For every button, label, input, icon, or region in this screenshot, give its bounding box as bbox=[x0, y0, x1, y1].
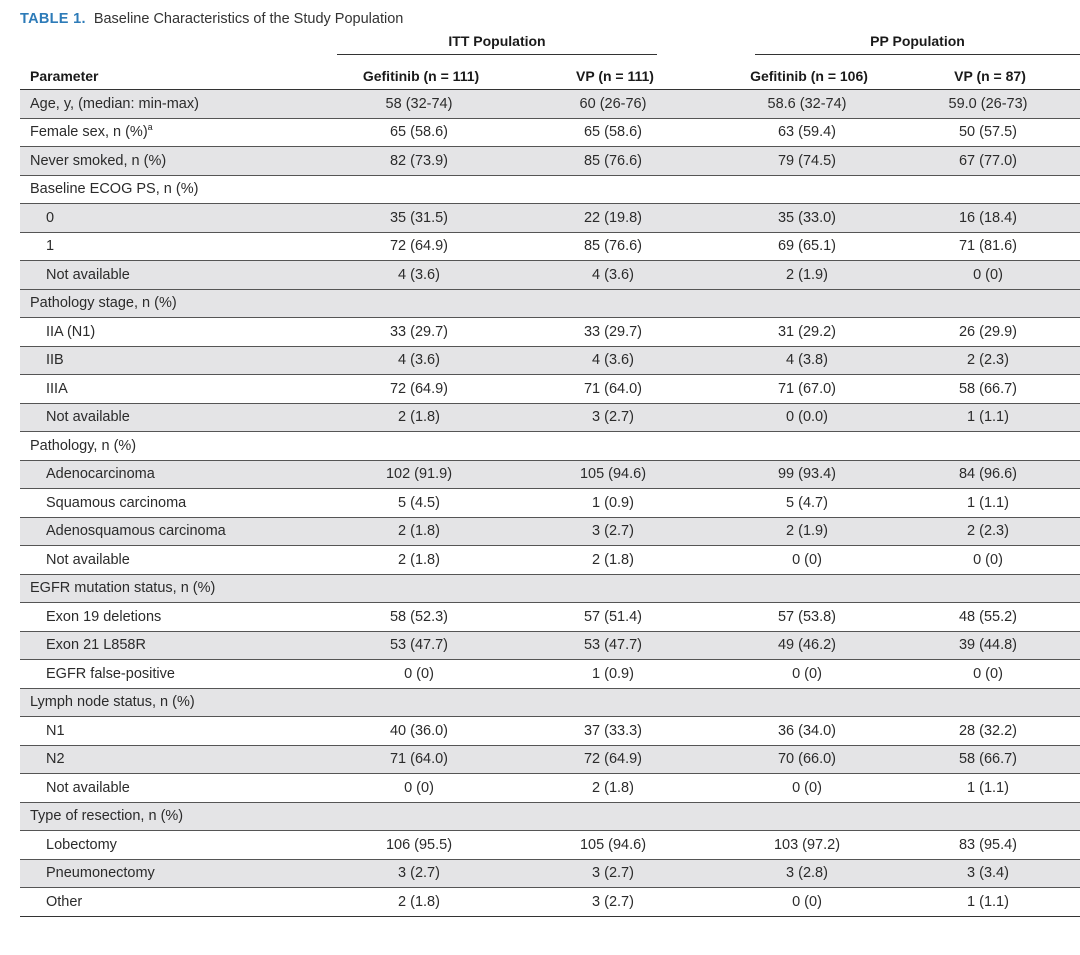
pp-gefitinib-cell: 0 (0) bbox=[718, 888, 896, 917]
pp-vp-cell: 84 (96.6) bbox=[896, 460, 1080, 489]
row-label: Not available bbox=[46, 266, 130, 283]
pp-gefitinib-cell bbox=[718, 688, 896, 717]
row-label-cell bbox=[20, 261, 330, 290]
column-header-row bbox=[20, 62, 1080, 90]
pp-vp-cell: 1 (1.1) bbox=[896, 774, 1080, 803]
table-row bbox=[20, 546, 1080, 575]
itt-vp-cell bbox=[508, 175, 718, 204]
row-label-cell bbox=[20, 888, 330, 917]
itt-gefitinib-cell: 2 (1.8) bbox=[330, 517, 508, 546]
row-label-cell bbox=[20, 118, 330, 147]
itt-vp-cell bbox=[508, 688, 718, 717]
row-label-cell bbox=[20, 717, 330, 746]
baseline-characteristics-table bbox=[20, 62, 1080, 917]
pp-gefitinib-cell: 58.6 (32-74) bbox=[718, 90, 896, 119]
pp-gefitinib-cell: 0 (0) bbox=[718, 774, 896, 803]
row-label-cell bbox=[20, 147, 330, 176]
row-label-cell bbox=[20, 90, 330, 119]
row-label-cell bbox=[20, 774, 330, 803]
itt-gefitinib-cell: 106 (95.5) bbox=[330, 831, 508, 860]
itt-vp-cell: 105 (94.6) bbox=[508, 831, 718, 860]
pp-vp-cell: 16 (18.4) bbox=[896, 204, 1080, 233]
table-row bbox=[20, 831, 1080, 860]
itt-gefitinib-cell: 3 (2.7) bbox=[330, 859, 508, 888]
itt-gefitinib-cell: 102 (91.9) bbox=[330, 460, 508, 489]
row-label-cell bbox=[20, 603, 330, 632]
itt-vp-cell: 1 (0.9) bbox=[508, 660, 718, 689]
pp-vp-cell: 3 (3.4) bbox=[896, 859, 1080, 888]
itt-gefitinib-cell: 0 (0) bbox=[330, 660, 508, 689]
row-label: Other bbox=[46, 893, 83, 910]
itt-group-header: ITT Population bbox=[448, 33, 546, 49]
pp-gefitinib-cell: 0 (0) bbox=[718, 546, 896, 575]
itt-vp-cell: 85 (76.6) bbox=[508, 232, 718, 261]
pp-gefitinib-cell: 2 (1.9) bbox=[718, 261, 896, 290]
table-caption bbox=[20, 8, 403, 30]
row-label-cell bbox=[20, 403, 330, 432]
row-label: IIIA bbox=[46, 380, 68, 397]
itt-gefitinib-cell: 53 (47.7) bbox=[330, 631, 508, 660]
table-row bbox=[20, 631, 1080, 660]
row-label-cell bbox=[20, 660, 330, 689]
row-label: Female sex, n (%) bbox=[30, 124, 148, 141]
itt-group-rule bbox=[337, 54, 657, 55]
row-label: 1 bbox=[46, 238, 55, 255]
itt-gefitinib-cell: 72 (64.9) bbox=[330, 375, 508, 404]
pp-gefitinib-cell: 3 (2.8) bbox=[718, 859, 896, 888]
table-row bbox=[20, 460, 1080, 489]
pp-vp-cell: 58 (66.7) bbox=[896, 745, 1080, 774]
row-label: Adenocarcinoma bbox=[46, 466, 155, 483]
itt-gefitinib-cell: 58 (52.3) bbox=[330, 603, 508, 632]
row-label: Baseline ECOG PS, n (%) bbox=[30, 181, 199, 198]
pp-vp-cell bbox=[896, 688, 1080, 717]
pp-vp-cell: 1 (1.1) bbox=[896, 403, 1080, 432]
row-label: Pneumonectomy bbox=[46, 865, 155, 882]
itt-gefitinib-cell bbox=[330, 175, 508, 204]
itt-gefitinib-cell bbox=[330, 688, 508, 717]
itt-gefitinib-cell: 33 (29.7) bbox=[330, 318, 508, 347]
table-row bbox=[20, 432, 1080, 461]
row-label: N2 bbox=[46, 751, 65, 768]
table-number: TABLE 1. bbox=[20, 11, 86, 27]
itt-vp-cell bbox=[508, 432, 718, 461]
row-label: N1 bbox=[46, 722, 65, 739]
pp-gefitinib-cell: 71 (67.0) bbox=[718, 375, 896, 404]
row-label-cell bbox=[20, 204, 330, 233]
row-label: Adenosquamous carcinoma bbox=[46, 523, 226, 540]
row-label: Lymph node status, n (%) bbox=[30, 694, 195, 711]
row-label-cell bbox=[20, 232, 330, 261]
table-row bbox=[20, 232, 1080, 261]
itt-vp-cell: 3 (2.7) bbox=[508, 888, 718, 917]
row-label: 0 bbox=[46, 209, 55, 226]
pp-vp-cell: 0 (0) bbox=[896, 261, 1080, 290]
table-row bbox=[20, 147, 1080, 176]
row-label-cell bbox=[20, 631, 330, 660]
pp-gefitinib-cell: 36 (34.0) bbox=[718, 717, 896, 746]
row-label-cell bbox=[20, 346, 330, 375]
row-label-cell bbox=[20, 745, 330, 774]
itt-gefitinib-cell: 4 (3.6) bbox=[330, 346, 508, 375]
table-row bbox=[20, 888, 1080, 917]
pp-gefitinib-cell bbox=[718, 175, 896, 204]
itt-vp-cell: 4 (3.6) bbox=[508, 346, 718, 375]
itt-gefitinib-cell: 2 (1.8) bbox=[330, 546, 508, 575]
pp-gefitinib-cell: 0 (0.0) bbox=[718, 403, 896, 432]
row-label-cell bbox=[20, 831, 330, 860]
row-label: Not available bbox=[46, 409, 130, 426]
itt-vp-cell: 85 (76.6) bbox=[508, 147, 718, 176]
table-row bbox=[20, 261, 1080, 290]
itt-gefitinib-cell bbox=[330, 802, 508, 831]
itt-vp-cell bbox=[508, 574, 718, 603]
table-row bbox=[20, 175, 1080, 204]
pp-vp-cell: 26 (29.9) bbox=[896, 318, 1080, 347]
pp-vp-cell: 2 (2.3) bbox=[896, 346, 1080, 375]
row-label-cell bbox=[20, 688, 330, 717]
itt-vp-cell: 33 (29.7) bbox=[508, 318, 718, 347]
itt-vp-cell: 37 (33.3) bbox=[508, 717, 718, 746]
row-label: Not available bbox=[46, 551, 130, 568]
row-label: Exon 21 L858R bbox=[46, 637, 146, 654]
itt-vp-cell: 3 (2.7) bbox=[508, 859, 718, 888]
pp-gefitinib-cell: 0 (0) bbox=[718, 660, 896, 689]
pp-gefitinib-cell bbox=[718, 802, 896, 831]
row-label-cell bbox=[20, 546, 330, 575]
row-label-cell bbox=[20, 574, 330, 603]
itt-gefitinib-cell: 72 (64.9) bbox=[330, 232, 508, 261]
row-label-cell bbox=[20, 175, 330, 204]
pp-gefitinib-cell bbox=[718, 574, 896, 603]
pp-group-rule bbox=[755, 54, 1080, 55]
pp-vp-cell: 67 (77.0) bbox=[896, 147, 1080, 176]
itt-gefitinib-cell: 40 (36.0) bbox=[330, 717, 508, 746]
itt-vp-cell: 57 (51.4) bbox=[508, 603, 718, 632]
pp-vp-cell bbox=[896, 432, 1080, 461]
row-label-cell bbox=[20, 460, 330, 489]
pp-gefitinib-cell: 2 (1.9) bbox=[718, 517, 896, 546]
table-row bbox=[20, 574, 1080, 603]
row-label: Age, y, (median: min-max) bbox=[30, 95, 199, 112]
pp-gefitinib-cell: 99 (93.4) bbox=[718, 460, 896, 489]
row-label: Pathology stage, n (%) bbox=[30, 295, 177, 312]
pp-vp-cell: 1 (1.1) bbox=[896, 888, 1080, 917]
row-label: Never smoked, n (%) bbox=[30, 152, 167, 169]
pp-gefitinib-cell: 70 (66.0) bbox=[718, 745, 896, 774]
itt-vp-cell: 72 (64.9) bbox=[508, 745, 718, 774]
row-label-cell bbox=[20, 289, 330, 318]
column-header-pp-vp: VP (n = 87) bbox=[896, 62, 1080, 90]
footnote-marker: a bbox=[147, 122, 153, 133]
itt-gefitinib-cell: 65 (58.6) bbox=[330, 118, 508, 147]
table-row bbox=[20, 204, 1080, 233]
row-label: Exon 19 deletions bbox=[46, 608, 162, 625]
row-label: Lobectomy bbox=[46, 836, 117, 853]
pp-vp-cell: 71 (81.6) bbox=[896, 232, 1080, 261]
itt-gefitinib-cell: 2 (1.8) bbox=[330, 888, 508, 917]
row-label: IIB bbox=[46, 352, 64, 369]
itt-gefitinib-cell bbox=[330, 574, 508, 603]
pp-gefitinib-cell: 49 (46.2) bbox=[718, 631, 896, 660]
row-label: EGFR mutation status, n (%) bbox=[30, 580, 216, 597]
row-label-cell bbox=[20, 802, 330, 831]
itt-vp-cell: 3 (2.7) bbox=[508, 517, 718, 546]
pp-gefitinib-cell bbox=[718, 289, 896, 318]
pp-vp-cell: 0 (0) bbox=[896, 546, 1080, 575]
pp-vp-cell: 50 (57.5) bbox=[896, 118, 1080, 147]
itt-vp-cell: 71 (64.0) bbox=[508, 375, 718, 404]
pp-vp-cell: 2 (2.3) bbox=[896, 517, 1080, 546]
pp-vp-cell: 59.0 (26-73) bbox=[896, 90, 1080, 119]
table-row bbox=[20, 660, 1080, 689]
table-row bbox=[20, 717, 1080, 746]
itt-gefitinib-cell: 5 (4.5) bbox=[330, 489, 508, 518]
pp-vp-cell bbox=[896, 289, 1080, 318]
itt-vp-cell: 105 (94.6) bbox=[508, 460, 718, 489]
row-label: EGFR false-positive bbox=[46, 665, 175, 682]
itt-gefitinib-cell: 58 (32-74) bbox=[330, 90, 508, 119]
row-label-cell bbox=[20, 859, 330, 888]
table-row bbox=[20, 859, 1080, 888]
row-label: Squamous carcinoma bbox=[46, 494, 187, 511]
itt-gefitinib-cell: 2 (1.8) bbox=[330, 403, 508, 432]
pp-vp-cell bbox=[896, 802, 1080, 831]
table-row bbox=[20, 802, 1080, 831]
itt-vp-cell: 4 (3.6) bbox=[508, 261, 718, 290]
row-label-cell bbox=[20, 375, 330, 404]
table-row bbox=[20, 517, 1080, 546]
pp-gefitinib-cell: 69 (65.1) bbox=[718, 232, 896, 261]
itt-vp-cell: 53 (47.7) bbox=[508, 631, 718, 660]
row-label: Type of resection, n (%) bbox=[30, 808, 184, 825]
table-body bbox=[20, 90, 1080, 917]
pp-gefitinib-cell: 31 (29.2) bbox=[718, 318, 896, 347]
row-label-cell bbox=[20, 318, 330, 347]
column-header-itt-vp: VP (n = 111) bbox=[508, 62, 718, 90]
pp-gefitinib-cell: 103 (97.2) bbox=[718, 831, 896, 860]
column-header-pp-gefitinib: Gefitinib (n = 106) bbox=[718, 62, 896, 90]
table-row bbox=[20, 346, 1080, 375]
table-row bbox=[20, 774, 1080, 803]
itt-gefitinib-cell bbox=[330, 289, 508, 318]
pp-group-header: PP Population bbox=[870, 33, 965, 49]
itt-vp-cell: 65 (58.6) bbox=[508, 118, 718, 147]
pp-vp-cell: 48 (55.2) bbox=[896, 603, 1080, 632]
table-row bbox=[20, 90, 1080, 119]
table-row bbox=[20, 745, 1080, 774]
table-row bbox=[20, 289, 1080, 318]
table-row bbox=[20, 318, 1080, 347]
table-row bbox=[20, 603, 1080, 632]
pp-gefitinib-cell: 4 (3.8) bbox=[718, 346, 896, 375]
itt-vp-cell: 22 (19.8) bbox=[508, 204, 718, 233]
pp-vp-cell bbox=[896, 175, 1080, 204]
itt-vp-cell: 2 (1.8) bbox=[508, 546, 718, 575]
row-label-cell bbox=[20, 432, 330, 461]
itt-gefitinib-cell bbox=[330, 432, 508, 461]
itt-gefitinib-cell: 0 (0) bbox=[330, 774, 508, 803]
table-row bbox=[20, 688, 1080, 717]
itt-vp-cell: 60 (26-76) bbox=[508, 90, 718, 119]
itt-gefitinib-cell: 4 (3.6) bbox=[330, 261, 508, 290]
pp-vp-cell: 0 (0) bbox=[896, 660, 1080, 689]
pp-vp-cell: 1 (1.1) bbox=[896, 489, 1080, 518]
itt-vp-cell: 3 (2.7) bbox=[508, 403, 718, 432]
pp-gefitinib-cell: 79 (74.5) bbox=[718, 147, 896, 176]
row-label: Pathology, n (%) bbox=[30, 437, 137, 454]
pp-gefitinib-cell: 63 (59.4) bbox=[718, 118, 896, 147]
table-row bbox=[20, 375, 1080, 404]
itt-vp-cell: 1 (0.9) bbox=[508, 489, 718, 518]
itt-vp-cell bbox=[508, 802, 718, 831]
pp-vp-cell: 39 (44.8) bbox=[896, 631, 1080, 660]
row-label-cell bbox=[20, 489, 330, 518]
pp-gefitinib-cell: 57 (53.8) bbox=[718, 603, 896, 632]
itt-gefitinib-cell: 35 (31.5) bbox=[330, 204, 508, 233]
column-header-parameter: Parameter bbox=[20, 62, 330, 90]
pp-vp-cell: 83 (95.4) bbox=[896, 831, 1080, 860]
pp-gefitinib-cell: 35 (33.0) bbox=[718, 204, 896, 233]
pp-gefitinib-cell: 5 (4.7) bbox=[718, 489, 896, 518]
itt-vp-cell bbox=[508, 289, 718, 318]
pp-vp-cell: 28 (32.2) bbox=[896, 717, 1080, 746]
pp-vp-cell: 58 (66.7) bbox=[896, 375, 1080, 404]
table-row bbox=[20, 403, 1080, 432]
pp-gefitinib-cell bbox=[718, 432, 896, 461]
pp-vp-cell bbox=[896, 574, 1080, 603]
table-row bbox=[20, 489, 1080, 518]
row-label-cell bbox=[20, 517, 330, 546]
itt-gefitinib-cell: 82 (73.9) bbox=[330, 147, 508, 176]
row-label: IIA (N1) bbox=[46, 323, 96, 340]
itt-gefitinib-cell: 71 (64.0) bbox=[330, 745, 508, 774]
row-label: Not available bbox=[46, 779, 130, 796]
table-row bbox=[20, 118, 1080, 147]
column-header-itt-gefitinib: Gefitinib (n = 111) bbox=[330, 62, 508, 90]
itt-vp-cell: 2 (1.8) bbox=[508, 774, 718, 803]
table-title: Baseline Characteristics of the Study Population bbox=[93, 11, 404, 27]
